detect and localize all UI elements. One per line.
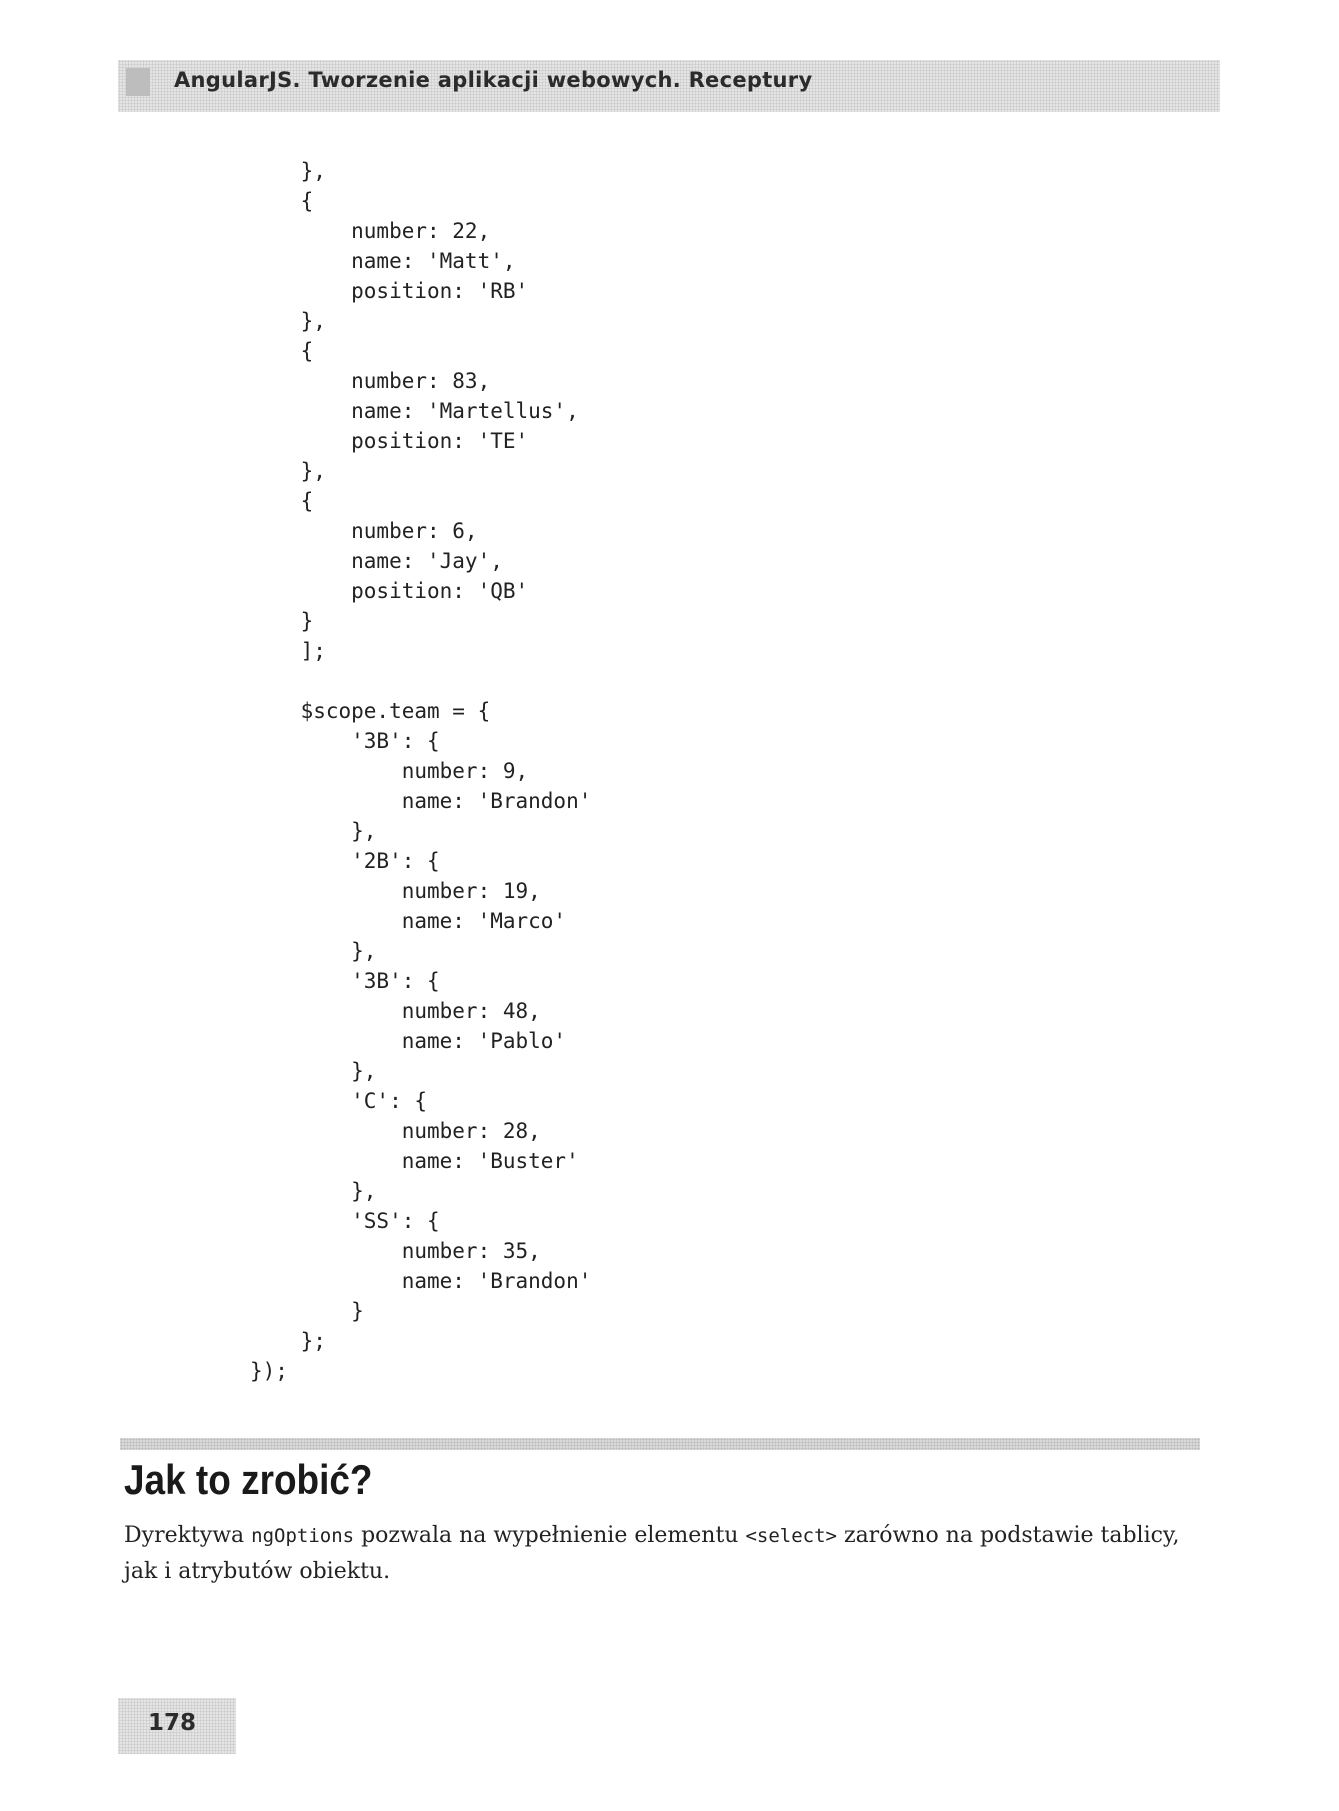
code-line: } bbox=[250, 609, 314, 633]
code-line: number: 22, bbox=[250, 219, 491, 243]
section-heading: Jak to zrobić? bbox=[124, 1456, 373, 1503]
body-paragraph bbox=[124, 1518, 1204, 1590]
code-line: position: 'RB' bbox=[250, 279, 529, 303]
inline-code-ngoptions: ngOptions bbox=[251, 1525, 355, 1547]
code-line: name: 'Matt', bbox=[250, 249, 516, 273]
code-line: number: 83, bbox=[250, 369, 491, 393]
code-line: number: 19, bbox=[250, 879, 541, 903]
code-line: }, bbox=[250, 819, 377, 843]
code-line: '3B': { bbox=[250, 729, 440, 753]
code-line: name: 'Brandon' bbox=[250, 1269, 592, 1293]
code-line: 'SS': { bbox=[250, 1209, 440, 1233]
code-line: '2B': { bbox=[250, 849, 440, 873]
header-tab-marker bbox=[126, 68, 150, 96]
code-line: '3B': { bbox=[250, 969, 440, 993]
code-line: { bbox=[250, 189, 314, 213]
code-line: name: 'Pablo' bbox=[250, 1029, 567, 1053]
code-line: ]; bbox=[250, 639, 326, 663]
code-line: name: 'Marco' bbox=[250, 909, 567, 933]
code-line: }, bbox=[250, 309, 326, 333]
code-line: }, bbox=[250, 1179, 377, 1203]
page-number-box bbox=[118, 1698, 236, 1754]
code-line: }, bbox=[250, 939, 377, 963]
code-line: $scope.team = { bbox=[250, 699, 491, 723]
paragraph-text-2: pozwala na wypełnienie elementu bbox=[354, 1523, 746, 1548]
code-line bbox=[250, 666, 591, 696]
code-line: }, bbox=[250, 1059, 377, 1083]
paragraph-text-3: zarówno na podstawie tablicy, jak i atrybutów obiektu. bbox=[124, 1523, 1180, 1584]
code-line: }, bbox=[250, 459, 326, 483]
inline-code-select: <select> bbox=[745, 1525, 837, 1547]
book-title: AngularJS. Tworzenie aplikacji webowych. Receptury bbox=[174, 68, 813, 92]
code-line: number: 6, bbox=[250, 519, 478, 543]
code-line: name: 'Buster' bbox=[250, 1149, 579, 1173]
code-block bbox=[250, 156, 591, 1386]
section-divider bbox=[120, 1438, 1200, 1450]
code-line: name: 'Brandon' bbox=[250, 789, 592, 813]
running-header bbox=[118, 60, 1220, 112]
code-line: number: 48, bbox=[250, 999, 541, 1023]
code-line: { bbox=[250, 339, 314, 363]
code-line: 'C': { bbox=[250, 1089, 428, 1113]
code-line: number: 9, bbox=[250, 759, 529, 783]
code-line: }, bbox=[250, 159, 326, 183]
code-line: number: 28, bbox=[250, 1119, 541, 1143]
code-line: number: 35, bbox=[250, 1239, 541, 1263]
code-line: }; bbox=[250, 1329, 326, 1353]
code-line: name: 'Martellus', bbox=[250, 399, 579, 423]
paragraph-text-1: Dyrektywa bbox=[124, 1523, 252, 1548]
code-line: { bbox=[250, 489, 314, 513]
code-line: } bbox=[250, 1299, 364, 1323]
code-line: position: 'TE' bbox=[250, 429, 529, 453]
code-line: position: 'QB' bbox=[250, 579, 529, 603]
code-line: name: 'Jay', bbox=[250, 549, 503, 573]
code-line: }); bbox=[250, 1359, 288, 1383]
page-number: 178 bbox=[148, 1710, 197, 1736]
